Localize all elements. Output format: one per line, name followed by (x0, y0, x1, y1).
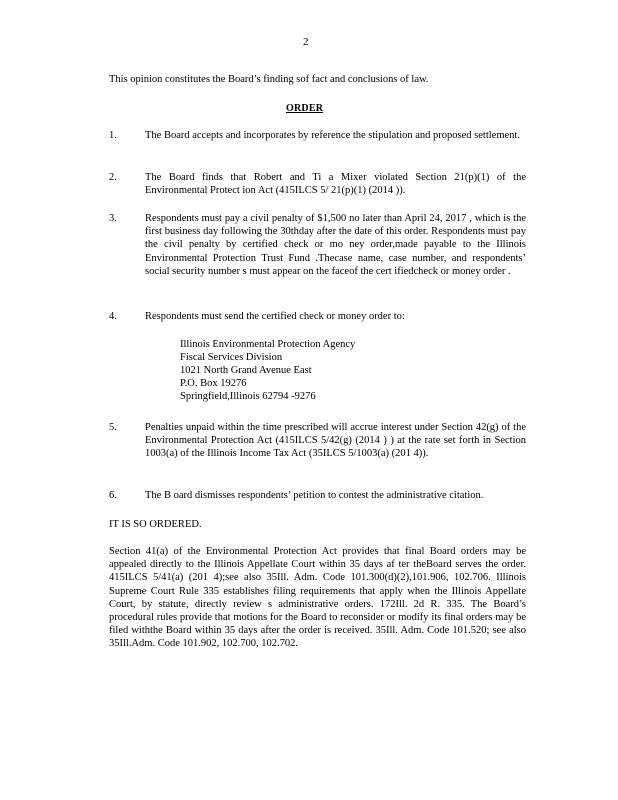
order-item-3: Respondents must pay a civil penalty of $1,500 no later than April 24, 2017 , which is the first business day following the 30thday after the date of this order. Respondents must pay the civil penalty by certified check or mo ney order,made payable to the Illinois Environmental Protection Trust Fund .Thecase name, case number, and respondents’ social security number s must appear on the faceof the cert ifiedcheck or money order . (145, 213, 526, 277)
appeal-paragraph: Section 41(a) of the Environmental Protection Act provides that final Board orders may be appealed directly to the Illinois Appellate Court within 35 days af ter theBoard serves the order. 415ILCS 5/41(a) (201 4);see also 35Ill. Adm. Code 101.300(d)(2),101.906, 102.706. Illinois Supreme Court Rule 335 establishes filing requirements that apply when the Illinois Appellate Court, by statute, directly review s administrative orders. 172Ill. 2d R. 335. The Board’s procedural rules provide that motions for the Board to reconsider or modify its final orders may be filed withthe Board within 35 days after the order is received. 35Ill. Adm. Code 101.520; see also 35Ill.Adm. Code 101.902, 102.700, 102.702. (109, 546, 526, 650)
item-number: 4. (109, 311, 117, 322)
item-number: 3. (109, 213, 117, 224)
order-item-2: The Board finds that Robert and Ti a Mixer violated Section 21(p)(1) of the Environmental Protect ion Act (415ILCS 5/ 21(p)(1) (2014 )). (145, 172, 526, 197)
page-number: 2 (303, 36, 309, 48)
order-item-1: The Board accepts and incorporates by reference the stipulation and proposed settlement. (145, 130, 520, 141)
order-heading: ORDER (286, 103, 324, 114)
order-item-4: Respondents must send the certified check or money order to: (145, 311, 405, 322)
item-number: 2. (109, 172, 117, 183)
address-line: Illinois Environmental Protection Agency (180, 339, 356, 350)
item-number: 5. (109, 422, 117, 433)
order-item-6: The B oard dismisses respondents’ petition to contest the administrative citation. (145, 490, 484, 501)
order-item-5: Penalties unpaid within the time prescribed will accrue interest under Section 42(g) of the Environmental Protection Act (415ILCS 5/42(g) (2014 ) ) at the rate set forth in Section 1003(a) of the Illinois Income Tax Act (35ILCS 5/1003(a) (201 4)). (145, 422, 526, 460)
address-line: Fiscal Services Division (180, 352, 283, 363)
item-number: 6. (109, 490, 117, 501)
item-number: 1. (109, 130, 117, 141)
address-line: 1021 North Grand Avenue East (180, 365, 312, 376)
so-ordered: IT IS SO ORDERED. (109, 519, 202, 530)
intro-sentence: This opinion constitutes the Board’s finding sof fact and conclusions of law. (109, 74, 429, 85)
address-line: P.O. Box 19276 (180, 378, 247, 389)
address-line: Springfield,Illinois 62794 -9276 (180, 391, 316, 402)
